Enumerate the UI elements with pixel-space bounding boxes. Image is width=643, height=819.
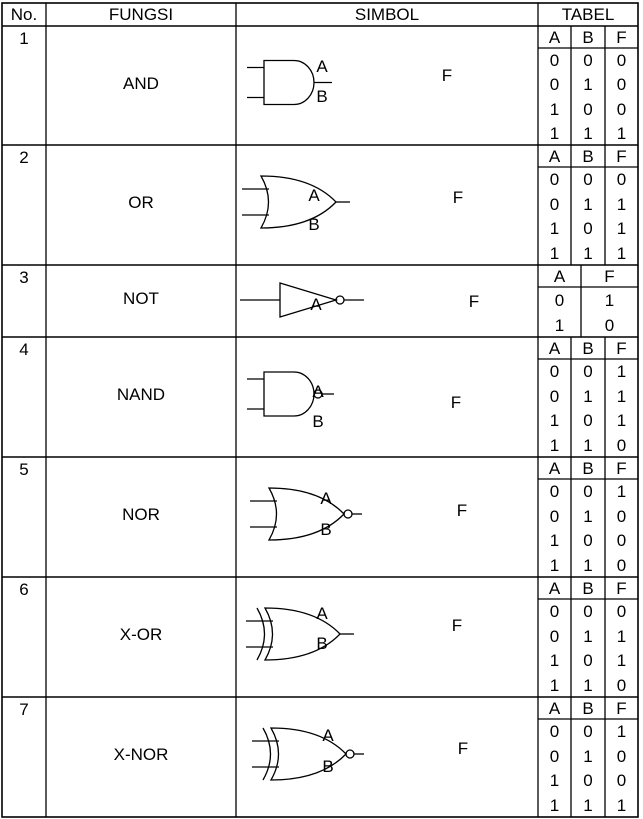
input-a-label: A	[310, 295, 322, 314]
truth-header-a: A	[553, 267, 566, 286]
input-b-label: B	[320, 520, 332, 539]
truth-cell: 0	[616, 555, 627, 575]
truth-header-b: B	[582, 147, 594, 166]
truth-cell: 1	[583, 123, 593, 143]
truth-cell: 0	[554, 290, 565, 310]
truth-header-a: A	[548, 147, 561, 166]
truth-cell: 0	[616, 99, 627, 119]
input-b-label: B	[316, 87, 328, 106]
truth-cell: 1	[549, 795, 560, 815]
input-a-label: A	[316, 57, 328, 76]
row-number: 6	[19, 580, 29, 599]
truth-cell: 0	[549, 194, 560, 214]
truth-cell: 1	[583, 626, 593, 646]
truth-cell: 1	[549, 123, 560, 143]
truth-cell: 0	[549, 51, 560, 71]
output-f-label: F	[456, 501, 468, 520]
truth-header-f: F	[616, 28, 627, 47]
truth-cell: 1	[554, 315, 565, 335]
truth-cell: 0	[616, 531, 627, 551]
truth-cell: 0	[549, 506, 560, 526]
truth-header-b: B	[582, 579, 594, 598]
truth-cell: 1	[616, 722, 627, 742]
input-b-label: B	[322, 757, 334, 776]
truth-cell: 1	[616, 194, 627, 214]
truth-cell: 1	[549, 411, 560, 431]
truth-header-a: A	[548, 459, 561, 478]
truth-cell: 1	[616, 795, 627, 815]
truth-cell: 0	[549, 362, 560, 382]
truth-cell: 1	[549, 531, 560, 551]
row-number: 1	[19, 29, 29, 48]
output-f-label: F	[441, 66, 453, 85]
truth-cell: 0	[549, 626, 560, 646]
truth-cell: 1	[604, 290, 615, 310]
truth-cell: 0	[583, 362, 593, 382]
truth-cell: 1	[549, 555, 560, 575]
nor-gate-symbol	[250, 488, 362, 540]
truth-cell: 1	[616, 482, 627, 502]
truth-cell: 1	[583, 555, 593, 575]
output-f-label: F	[452, 188, 464, 207]
truth-cell: 1	[583, 75, 593, 95]
function-name: NAND	[116, 385, 166, 404]
truth-cell: 0	[616, 435, 627, 455]
input-a-label: A	[320, 489, 332, 508]
input-b-label: B	[308, 215, 320, 234]
truth-cell: 0	[583, 411, 593, 431]
output-f-label: F	[450, 393, 462, 412]
truth-cell: 0	[549, 746, 560, 766]
truth-header-f: F	[604, 267, 615, 286]
truth-header-f: F	[616, 459, 627, 478]
truth-cell: 0	[549, 386, 560, 406]
truth-cell: 0	[583, 531, 593, 551]
truth-header-b: B	[582, 699, 594, 718]
truth-cell: 0	[583, 482, 593, 502]
truth-cell: 1	[583, 194, 593, 214]
truth-cell: 1	[616, 243, 627, 263]
truth-header-f: F	[616, 579, 627, 598]
truth-cell: 1	[616, 626, 627, 646]
header-simbol: SIMBOL	[354, 5, 420, 24]
truth-cell: 1	[583, 746, 593, 766]
truth-cell: 0	[583, 99, 593, 119]
truth-cell: 0	[616, 602, 627, 622]
truth-cell: 0	[583, 219, 593, 239]
truth-header-a: A	[548, 699, 561, 718]
row-number: 7	[19, 700, 29, 719]
truth-cell: 1	[616, 651, 627, 671]
truth-cell: 1	[616, 123, 627, 143]
truth-cell: 1	[583, 506, 593, 526]
function-name: X-OR	[119, 625, 163, 644]
input-b-label: B	[312, 412, 324, 431]
truth-cell: 0	[583, 722, 593, 742]
input-a-label: A	[308, 186, 320, 205]
truth-cell: 0	[549, 602, 560, 622]
truth-cell: 0	[604, 315, 615, 335]
truth-cell: 0	[549, 170, 560, 190]
truth-cell: 0	[616, 75, 627, 95]
truth-cell: 1	[549, 99, 560, 119]
truth-cell: 1	[549, 435, 560, 455]
or-gate-symbol	[242, 176, 350, 228]
function-name: X-NOR	[113, 745, 169, 764]
function-name: NOR	[122, 505, 160, 524]
truth-cell: 0	[616, 746, 627, 766]
truth-header-a: A	[548, 579, 561, 598]
truth-cell: 1	[549, 771, 560, 791]
row-number: 4	[19, 340, 29, 359]
truth-cell: 0	[583, 51, 593, 71]
xor-gate-symbol	[246, 608, 354, 660]
input-a-label: A	[316, 604, 328, 623]
truth-header-f: F	[616, 699, 627, 718]
truth-cell: 0	[616, 170, 627, 190]
xnor-gate-symbol	[252, 728, 364, 780]
header-no: No.	[10, 5, 38, 24]
truth-cell: 1	[583, 795, 593, 815]
input-a-label: A	[312, 382, 324, 401]
truth-header-b: B	[582, 339, 594, 358]
row-number: 3	[19, 268, 29, 287]
truth-header-b: B	[582, 459, 594, 478]
truth-cell: 1	[583, 675, 593, 695]
function-name: AND	[123, 73, 159, 93]
truth-cell: 1	[549, 675, 560, 695]
input-a-label: A	[322, 726, 334, 745]
truth-cell: 0	[549, 722, 560, 742]
header-fungsi: FUNGSI	[108, 5, 174, 24]
not-gate-symbol	[240, 283, 364, 317]
truth-cell: 0	[616, 51, 627, 71]
row-number: 5	[19, 460, 29, 479]
output-f-label: F	[451, 616, 463, 635]
truth-cell: 1	[616, 386, 627, 406]
truth-cell: 1	[583, 243, 593, 263]
truth-cell: 0	[583, 651, 593, 671]
truth-cell: 0	[583, 771, 593, 791]
truth-cell: 1	[616, 411, 627, 431]
truth-cell: 0	[616, 771, 627, 791]
truth-header-a: A	[548, 339, 561, 358]
truth-cell: 1	[583, 435, 593, 455]
truth-cell: 0	[616, 506, 627, 526]
function-name: OR	[128, 193, 154, 212]
truth-header-f: F	[616, 147, 627, 166]
header-tabel: TABEL	[561, 5, 615, 24]
row-number: 2	[19, 148, 29, 167]
truth-cell: 0	[583, 170, 593, 190]
truth-cell: 0	[583, 602, 593, 622]
truth-cell: 0	[549, 75, 560, 95]
truth-cell: 0	[549, 482, 560, 502]
truth-header-a: A	[548, 28, 561, 47]
input-b-label: B	[316, 634, 328, 653]
truth-cell: 1	[549, 243, 560, 263]
truth-cell: 1	[549, 219, 560, 239]
truth-cell: 1	[616, 219, 627, 239]
output-f-label: F	[468, 292, 480, 311]
function-name: NOT	[123, 289, 159, 308]
truth-cell: 1	[549, 651, 560, 671]
truth-cell: 1	[616, 362, 627, 382]
output-f-label: F	[457, 739, 469, 758]
truth-header-f: F	[616, 339, 627, 358]
truth-header-b: B	[582, 28, 594, 47]
truth-cell: 0	[616, 675, 627, 695]
truth-cell: 1	[583, 386, 593, 406]
